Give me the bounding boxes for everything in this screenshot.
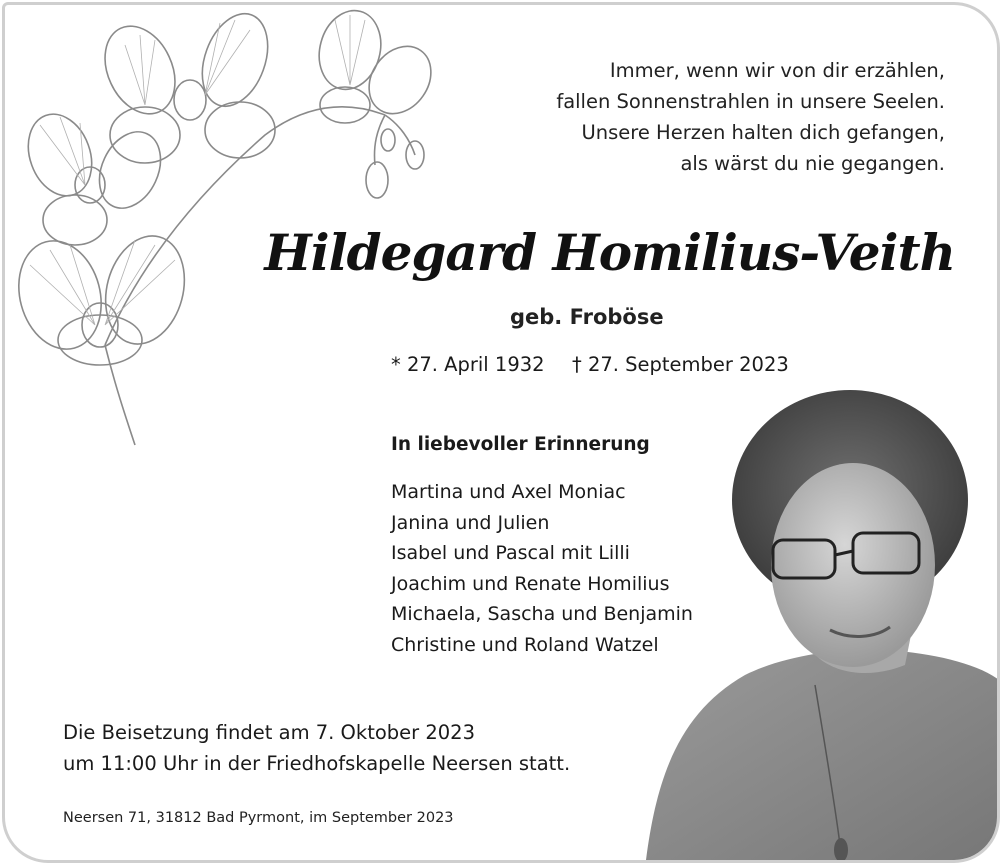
funeral-line: um 11:00 Uhr in der Friedhofskapelle Neersen statt. xyxy=(63,752,571,775)
deceased-name: Hildegard Homilius-Veith xyxy=(264,223,955,282)
obituary-card xyxy=(2,2,1000,863)
memory-heading: In liebevoller Erinnerung xyxy=(391,434,650,455)
funeral-line: Die Beisetzung findet am 7. Oktober 2023 xyxy=(63,721,475,744)
mourner-entry: Janina und Julien xyxy=(391,511,550,534)
mourner-entry: Christine und Roland Watzel xyxy=(391,633,659,656)
place-date: Neersen 71, 31812 Bad Pyrmont, im September 2023 xyxy=(63,810,454,826)
death-date: † 27. September 2023 xyxy=(572,353,789,376)
poem-line: Unsere Herzen halten dich gefangen, xyxy=(581,121,945,144)
poem-line: als wärst du nie gegangen. xyxy=(680,152,945,175)
mourner-entry: Martina und Axel Moniac xyxy=(391,481,626,503)
funeral-info xyxy=(63,717,570,779)
birth-date: * 27. April 1932 xyxy=(391,353,545,376)
poem-line: Immer, wenn wir von dir erzählen, xyxy=(609,59,945,82)
mourner-entry: Michaela, Sascha und Benjamin xyxy=(391,603,693,625)
maiden-name: geb. Froböse xyxy=(510,305,664,329)
mourner-entry: Joachim und Renate Homilius xyxy=(391,572,670,595)
mourner-entry: Isabel und Pascal mit Lilli xyxy=(391,542,630,564)
poem xyxy=(465,55,945,179)
portrait-photo xyxy=(585,385,1000,863)
poem-line: fallen Sonnenstrahlen in unsere Seelen. xyxy=(556,90,945,113)
